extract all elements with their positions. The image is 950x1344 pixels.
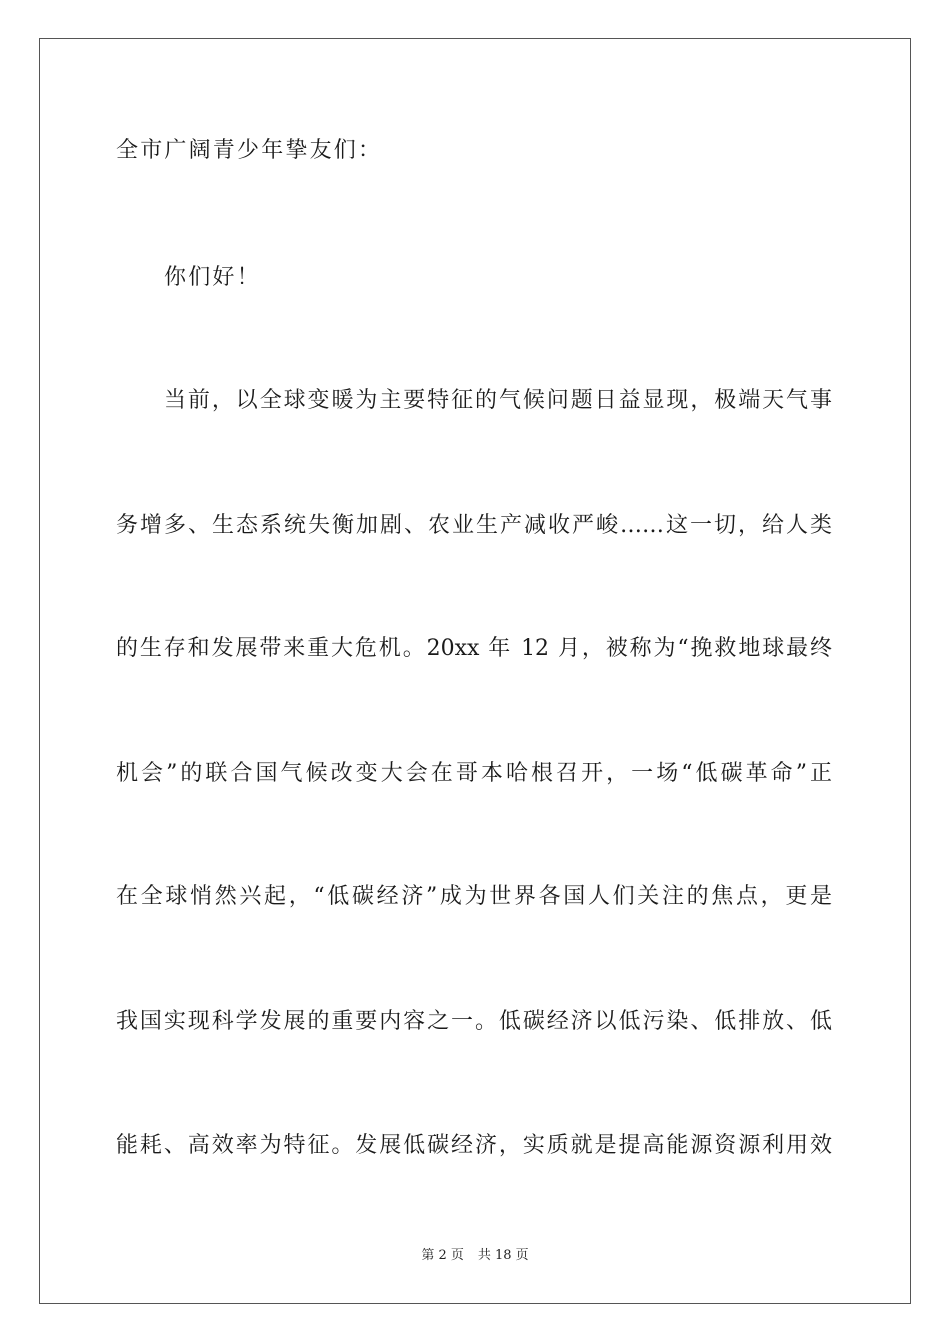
page-border	[39, 38, 911, 1304]
body-line-4: 机会”的联合国气候改变大会在哥本哈根召开，一场“低碳革命”正	[116, 761, 832, 786]
body-line-5: 在全球悄然兴起，“低碳经济”成为世界各国人们关注的焦点，更是	[116, 884, 832, 909]
body-line-6: 我国实现科学发展的重要内容之一。低碳经济以低污染、低排放、低	[116, 1009, 832, 1034]
page-total: 共 18 页	[477, 1248, 529, 1263]
greeting: 你们好！	[164, 265, 261, 290]
page-footer	[0, 1248, 950, 1264]
body-line-1: 当前，以全球变暖为主要特征的气候问题日益显现，极端天气事	[164, 388, 832, 413]
body-line-3: 的生存和发展带来重大危机。20xx 年 12 月，被称为“挽救地球最终	[116, 636, 832, 661]
body-line-2: 务增多、生态系统失衡加剧、农业生产减收严峻……这一切，给人类	[116, 513, 832, 538]
body-line-7: 能耗、高效率为特征。发展低碳经济，实质就是提高能源资源利用效	[116, 1133, 832, 1158]
salutation: 全市广阔青少年挚友们：	[116, 138, 383, 163]
page-number: 第 2 页	[421, 1248, 464, 1263]
